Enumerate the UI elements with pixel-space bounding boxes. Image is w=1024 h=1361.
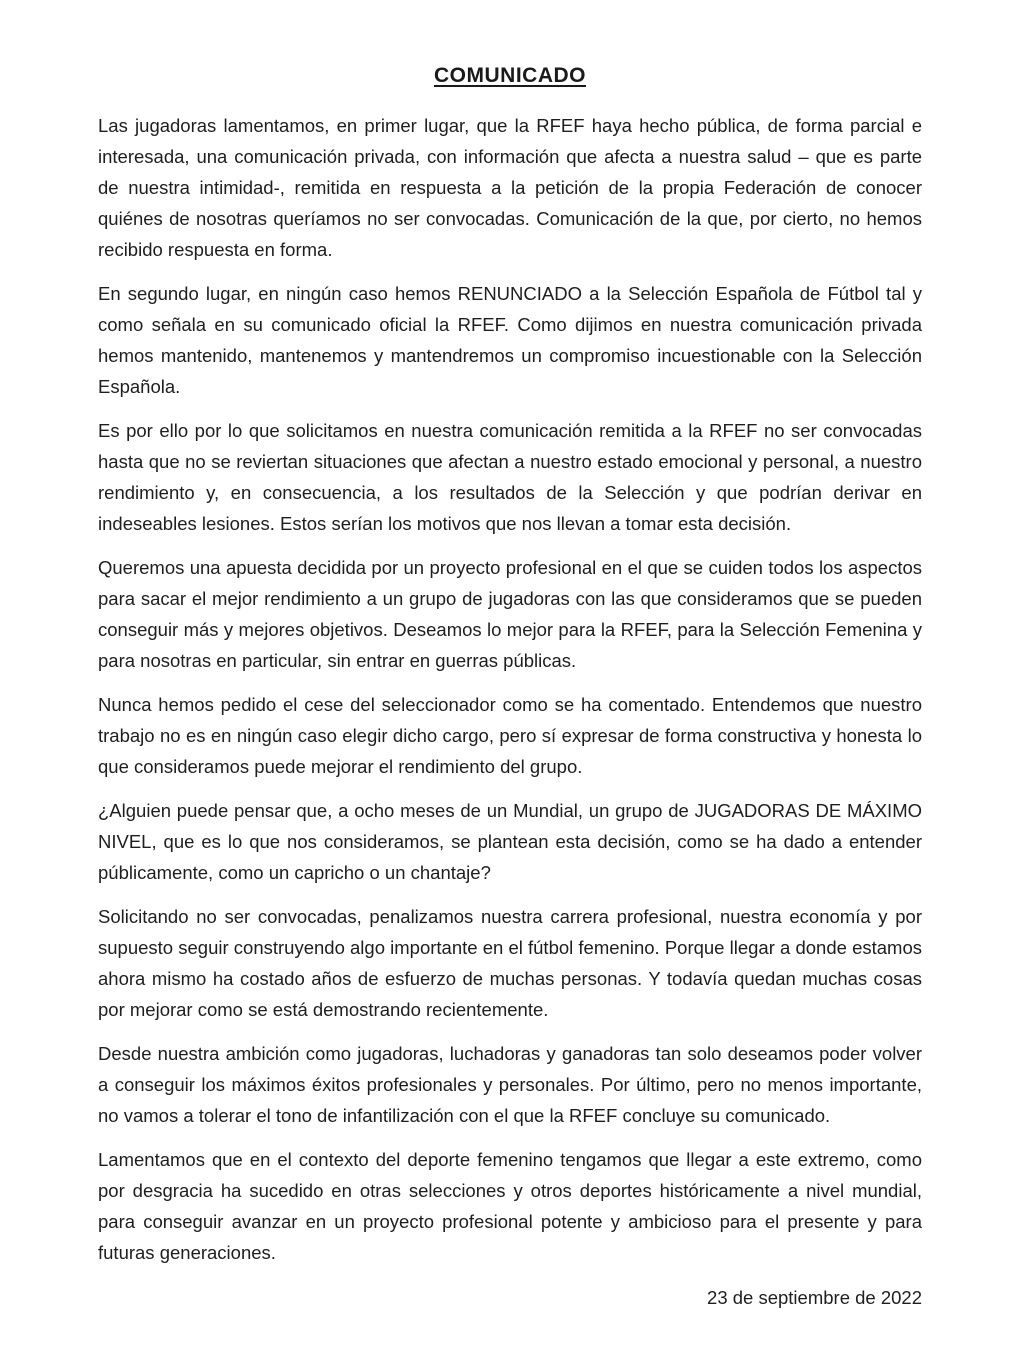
paragraph-4: Queremos una apuesta decidida por un proyecto profesional en el que se cuiden todos los aspectos para sacar el mejor rendimiento a un grupo de jugadoras con las que consideramos que se pueden conseguir más y mejores objetivos. Deseamos lo mejor para la RFEF, para la Selección Femenina y para nosotras en particular, sin entrar en guerras públicas. bbox=[98, 557, 922, 671]
paragraph-3: Es por ello por lo que solicitamos en nuestra comunicación remitida a la RFEF no ser convocadas hasta que no se reviertan situaciones que afectan a nuestro estado emocional y personal, a nuestro rendimiento y, en consecuencia, a los resultados de la Selección y que podrían derivar en indeseables lesiones. Estos serían los motivos que nos llevan a tomar esta decisión. bbox=[98, 420, 922, 534]
paragraph-2: En segundo lugar, en ningún caso hemos RENUNCIADO a la Selección Española de Fútbol tal y como señala en su comunicado oficial la RFEF. Como dijimos en nuestra comunicación privada hemos mantenido, mantenemos y mantendremos un compromiso incuestionable con la Selección Española. bbox=[98, 283, 922, 397]
paragraph-5: Nunca hemos pedido el cese del seleccionador como se ha comentado. Entendemos que nuestro trabajo no es en ningún caso elegir dicho cargo, pero sí expresar de forma constructiva y honesta lo que consideramos puede mejorar el rendimiento del grupo. bbox=[98, 694, 922, 777]
paragraph-8: Desde nuestra ambición como jugadoras, luchadoras y ganadoras tan solo deseamos poder volver a conseguir los máximos éxitos profesionales y personales. Por último, pero no menos importante, no vamos a tolerar el tono de infantilización con el que la RFEF concluye su comunicado. bbox=[98, 1043, 922, 1126]
document-title: COMUNICADO bbox=[434, 64, 586, 87]
date-line: 23 de septiembre de 2022 bbox=[707, 1287, 922, 1308]
paragraph-1: Las jugadoras lamentamos, en primer lugar, que la RFEF haya hecho pública, de forma parcial e interesada, una comunicación privada, con información que afecta a nuestra salud – que es parte de nuestra intimidad-, remitida en respuesta a la petición de la propia Federación de conocer quiénes de nosotras queríamos no ser convocadas. Comunicación de la que, por cierto, no hemos recibido respuesta en forma. bbox=[98, 115, 922, 260]
paragraph-7: Solicitando no ser convocadas, penalizamos nuestra carrera profesional, nuestra economía y por supuesto seguir construyendo algo importante en el fútbol femenino. Porque llegar a donde estamos ahora mismo ha costado años de esfuerzo de muchas personas. Y todavía quedan muchas cosas por mejorar como se está demostrando recientemente. bbox=[98, 906, 922, 1020]
paragraph-9: Lamentamos que en el contexto del deporte femenino tengamos que llegar a este extremo, como por desgracia ha sucedido en otras selecciones y otros deportes históricamente a nivel mundial, para conseguir avanzar en un proyecto profesional potente y ambicioso para el presente y para futuras generaciones. bbox=[98, 1149, 922, 1263]
paragraph-6: ¿Alguien puede pensar que, a ocho meses de un Mundial, un grupo de JUGADORAS DE MÁXIMO NIVEL, que es lo que nos consideramos, se plantean esta decisión, como se ha dado a entender públicamente, como un capricho o un chantaje? bbox=[98, 800, 922, 883]
